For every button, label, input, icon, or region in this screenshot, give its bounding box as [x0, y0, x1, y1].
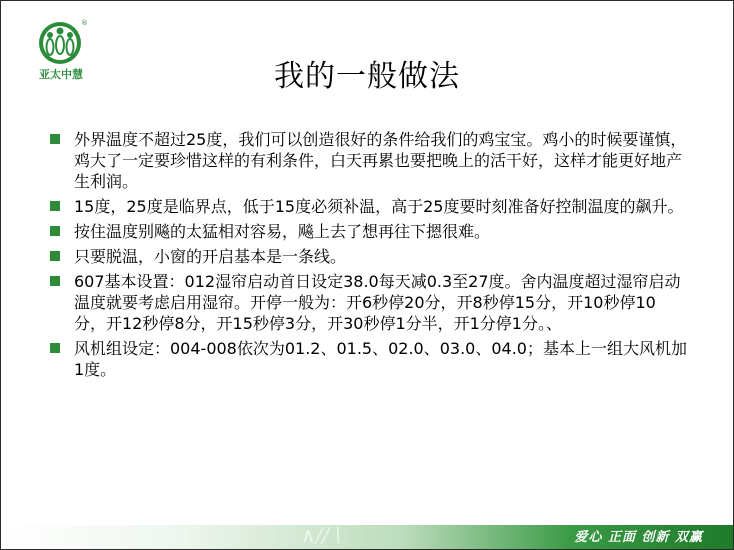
bullet-item [47, 129, 687, 192]
bullet-square-icon [50, 343, 60, 353]
bullet-text: 风机组设定：004-008依次为01.2、01.5、02.0、03.0、04.0；基本上一组大风机加1度。 [74, 339, 687, 379]
bullet-text: 按住温度别飚的太猛相对容易，飚上去了想再往下摁很难。 [74, 222, 491, 241]
bullet-item [47, 221, 687, 242]
bullet-item [47, 196, 687, 217]
bullet-square-icon [50, 201, 60, 211]
bullet-square-icon [50, 251, 60, 261]
bullet-text: 15度，25度是临界点，低于15度必须补温，高于25度要时刻准备好控制温度的飙升。 [74, 197, 684, 216]
logo-text: 亚太中慧 [39, 68, 83, 81]
bullet-text: 607基本设置：012湿帘启动首日设定38.0每天减0.3至27度。舍内温度超过湿帘启动温度就要考虑启用湿帘。开停一般为：开6秒停20分，开8秒停15分，开10秒停10分，开12秒停8分，开15秒停3分，开30秒停1分半，开1分停1分。、 [74, 272, 681, 333]
footer-slogan: 爱心 正面 创新 双赢 [574, 530, 703, 545]
registered-mark: ® [81, 19, 88, 27]
bullet-item [47, 246, 687, 267]
bullet-list [47, 129, 687, 384]
slide-title: 我的一般做法 [274, 59, 460, 94]
footer-band [1, 525, 733, 549]
bullet-item [47, 338, 687, 380]
footer-watermark-icon: ∧∕∕∖ [301, 523, 342, 547]
bullet-text: 只要脱温，小窗的开启基本是一条线。 [74, 247, 347, 266]
bullet-square-icon [50, 226, 60, 236]
bullet-text: 外界温度不超过25度，我们可以创造很好的条件给我们的鸡宝宝。鸡小的时候要谨慎，鸡大了一定要珍惜这样的有利条件，白天再累也要把晚上的活干好，这样才能更好地产生利润。 [74, 130, 687, 191]
bullet-square-icon [50, 134, 60, 144]
bullet-square-icon [50, 276, 60, 286]
bullet-item [47, 271, 687, 334]
